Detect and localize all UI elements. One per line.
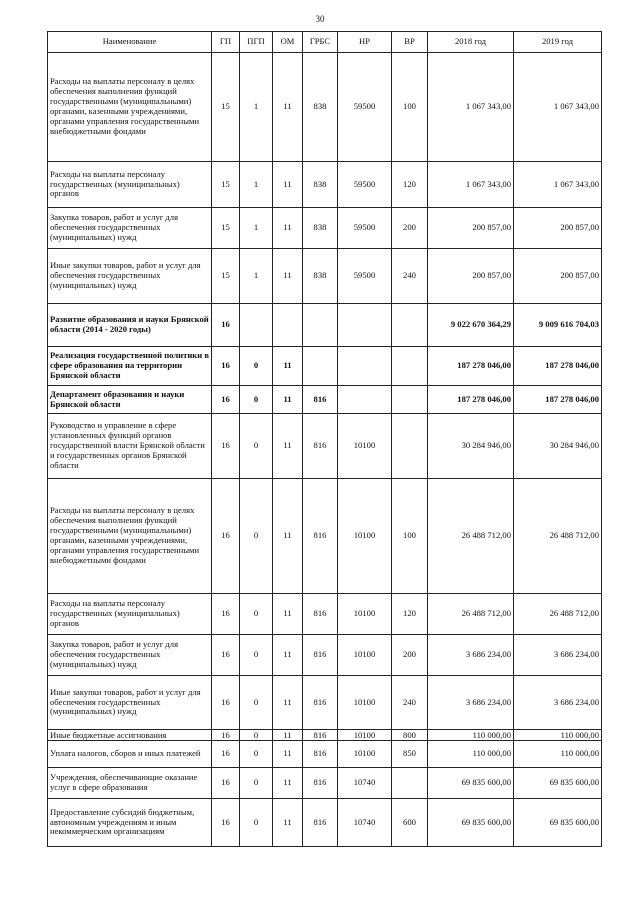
row-2018: 1 067 343,00 [428, 53, 514, 162]
row-vr: 100 [392, 53, 428, 162]
row-grbs: 816 [303, 594, 338, 635]
row-om: 11 [273, 768, 303, 799]
row-gp: 16 [212, 414, 240, 479]
row-2019: 26 488 712,00 [514, 479, 602, 594]
row-nr: 10100 [338, 594, 392, 635]
table-row [48, 635, 602, 676]
row-name: Закупка товаров, работ и услуг для обеспечения государственных (муниципальных) нужд [48, 208, 212, 249]
row-2019: 1 067 343,00 [514, 53, 602, 162]
row-pgp: 0 [240, 768, 273, 799]
row-om: 11 [273, 730, 303, 741]
row-vr: 120 [392, 162, 428, 208]
header-pgp: ПГП [240, 32, 273, 53]
row-vr: 200 [392, 635, 428, 676]
row-nr [338, 386, 392, 414]
header-gp: ГП [212, 32, 240, 53]
table-row [48, 768, 602, 799]
row-pgp: 0 [240, 594, 273, 635]
row-gp: 16 [212, 676, 240, 730]
row-nr: 10100 [338, 741, 392, 768]
header-2019: 2019 год [514, 32, 602, 53]
table-row [48, 162, 602, 208]
row-gp: 15 [212, 208, 240, 249]
row-om: 11 [273, 741, 303, 768]
row-nr: 10740 [338, 799, 392, 847]
table-row [48, 208, 602, 249]
row-2018: 3 686 234,00 [428, 676, 514, 730]
row-grbs: 816 [303, 741, 338, 768]
row-2019: 187 278 046,00 [514, 347, 602, 386]
row-pgp: 0 [240, 386, 273, 414]
row-name: Учреждения, обеспечивающие оказание услуг в сфере образования [48, 768, 212, 799]
row-2019: 26 488 712,00 [514, 594, 602, 635]
row-grbs: 816 [303, 730, 338, 741]
row-name: Иные бюджетные ассигнования [48, 730, 212, 741]
row-name: Уплата налогов, сборов и иных платежей [48, 741, 212, 768]
row-vr: 800 [392, 730, 428, 741]
row-om: 11 [273, 162, 303, 208]
table-row [48, 249, 602, 304]
row-om: 11 [273, 53, 303, 162]
row-2019: 3 686 234,00 [514, 676, 602, 730]
row-grbs: 816 [303, 635, 338, 676]
row-2018: 9 022 670 364,29 [428, 304, 514, 347]
row-2018: 200 857,00 [428, 208, 514, 249]
row-2019: 200 857,00 [514, 249, 602, 304]
row-gp: 16 [212, 304, 240, 347]
table-row [48, 730, 602, 741]
row-grbs: 816 [303, 479, 338, 594]
table-row [48, 53, 602, 162]
row-grbs: 816 [303, 799, 338, 847]
row-2019: 69 835 600,00 [514, 799, 602, 847]
header-name: Наименование [48, 32, 212, 53]
row-2018: 69 835 600,00 [428, 799, 514, 847]
header-grbs: ГРБС [303, 32, 338, 53]
row-pgp: 0 [240, 479, 273, 594]
row-pgp: 0 [240, 414, 273, 479]
row-pgp: 0 [240, 635, 273, 676]
row-om: 11 [273, 208, 303, 249]
header-om: ОМ [273, 32, 303, 53]
row-grbs: 816 [303, 768, 338, 799]
row-grbs: 838 [303, 162, 338, 208]
row-vr: 100 [392, 479, 428, 594]
row-nr [338, 304, 392, 347]
row-2018: 110 000,00 [428, 730, 514, 741]
row-2018: 110 000,00 [428, 741, 514, 768]
row-nr: 10100 [338, 730, 392, 741]
table-row [48, 386, 602, 414]
row-nr: 59500 [338, 53, 392, 162]
row-2018: 26 488 712,00 [428, 594, 514, 635]
row-pgp: 0 [240, 676, 273, 730]
row-om: 11 [273, 799, 303, 847]
row-om: 11 [273, 635, 303, 676]
row-vr: 600 [392, 799, 428, 847]
row-name: Департамент образования и науки Брянской области [48, 386, 212, 414]
row-om: 11 [273, 414, 303, 479]
row-gp: 16 [212, 799, 240, 847]
row-pgp: 0 [240, 730, 273, 741]
row-nr: 10100 [338, 635, 392, 676]
row-grbs: 838 [303, 249, 338, 304]
table-row [48, 594, 602, 635]
row-vr [392, 386, 428, 414]
page-number: 30 [315, 14, 325, 24]
budget-table [47, 31, 602, 847]
row-name: Развитие образования и науки Брянской области (2014 - 2020 годы) [48, 304, 212, 347]
table-row [48, 676, 602, 730]
row-om: 11 [273, 676, 303, 730]
row-nr: 10100 [338, 479, 392, 594]
row-vr [392, 304, 428, 347]
row-vr [392, 768, 428, 799]
row-name: Расходы на выплаты персоналу в целях обеспечения выполнения функций государственными (муниципальными) органами, казенными учреждениями, органами управления государственными внебюджетными фондами [48, 479, 212, 594]
row-pgp: 0 [240, 347, 273, 386]
row-grbs: 816 [303, 414, 338, 479]
row-2019: 30 284 946,00 [514, 414, 602, 479]
row-vr: 850 [392, 741, 428, 768]
row-name: Предоставление субсидий бюджетным, автономным учреждениям и иным некоммерческим организациям [48, 799, 212, 847]
header-nr: НР [338, 32, 392, 53]
row-vr [392, 347, 428, 386]
row-vr: 240 [392, 249, 428, 304]
row-gp: 16 [212, 347, 240, 386]
row-gp: 16 [212, 635, 240, 676]
row-2019: 200 857,00 [514, 208, 602, 249]
row-2019: 69 835 600,00 [514, 768, 602, 799]
row-pgp: 0 [240, 799, 273, 847]
row-pgp: 1 [240, 208, 273, 249]
row-2018: 3 686 234,00 [428, 635, 514, 676]
row-pgp: 0 [240, 741, 273, 768]
row-name: Закупка товаров, работ и услуг для обеспечения государственных (муниципальных) нужд [48, 635, 212, 676]
row-gp: 15 [212, 249, 240, 304]
row-name: Расходы на выплаты персоналу в целях обеспечения выполнения функций государственными (муниципальными) органами, казенными учреждениями, органами управления государственными внебюджетными фондами [48, 53, 212, 162]
row-2019: 110 000,00 [514, 741, 602, 768]
row-grbs [303, 347, 338, 386]
header-vr: ВР [392, 32, 428, 53]
row-2019: 3 686 234,00 [514, 635, 602, 676]
row-2019: 1 067 343,00 [514, 162, 602, 208]
row-vr [392, 414, 428, 479]
row-grbs: 838 [303, 53, 338, 162]
row-om: 11 [273, 479, 303, 594]
header-2018: 2018 год [428, 32, 514, 53]
table-header-row [48, 32, 602, 53]
row-gp: 16 [212, 741, 240, 768]
row-2018: 69 835 600,00 [428, 768, 514, 799]
row-gp: 16 [212, 594, 240, 635]
row-om: 11 [273, 594, 303, 635]
row-om: 11 [273, 386, 303, 414]
row-2018: 187 278 046,00 [428, 347, 514, 386]
row-nr: 10100 [338, 414, 392, 479]
row-name: Иные закупки товаров, работ и услуг для обеспечения государственных (муниципальных) нужд [48, 676, 212, 730]
row-gp: 16 [212, 386, 240, 414]
row-name: Реализация государственной политики в сфере образования на территории Брянской области [48, 347, 212, 386]
table-row [48, 799, 602, 847]
row-vr: 240 [392, 676, 428, 730]
row-gp: 15 [212, 162, 240, 208]
row-2019: 110 000,00 [514, 730, 602, 741]
row-nr: 10100 [338, 676, 392, 730]
row-pgp: 1 [240, 249, 273, 304]
row-grbs [303, 304, 338, 347]
row-gp: 16 [212, 768, 240, 799]
row-pgp [240, 304, 273, 347]
table-row [48, 414, 602, 479]
row-om [273, 304, 303, 347]
row-grbs: 816 [303, 676, 338, 730]
row-nr: 59500 [338, 162, 392, 208]
row-2019: 9 009 616 704,03 [514, 304, 602, 347]
row-name: Расходы на выплаты персоналу государственных (муниципальных) органов [48, 162, 212, 208]
row-gp: 16 [212, 730, 240, 741]
table-row [48, 304, 602, 347]
row-nr [338, 347, 392, 386]
table-row [48, 479, 602, 594]
row-name: Иные закупки товаров, работ и услуг для обеспечения государственных (муниципальных) нужд [48, 249, 212, 304]
row-gp: 16 [212, 479, 240, 594]
row-pgp: 1 [240, 53, 273, 162]
row-om: 11 [273, 347, 303, 386]
row-nr: 10740 [338, 768, 392, 799]
row-gp: 15 [212, 53, 240, 162]
row-name: Руководство и управление в сфере установленных функций органов государственной власти Брянской области и государственных органов Брянской области [48, 414, 212, 479]
row-nr: 59500 [338, 249, 392, 304]
row-grbs: 838 [303, 208, 338, 249]
row-2018: 30 284 946,00 [428, 414, 514, 479]
row-2018: 200 857,00 [428, 249, 514, 304]
row-om: 11 [273, 249, 303, 304]
row-2019: 187 278 046,00 [514, 386, 602, 414]
row-grbs: 816 [303, 386, 338, 414]
row-2018: 26 488 712,00 [428, 479, 514, 594]
row-nr: 59500 [338, 208, 392, 249]
row-pgp: 1 [240, 162, 273, 208]
row-2018: 187 278 046,00 [428, 386, 514, 414]
table-row [48, 741, 602, 768]
row-vr: 120 [392, 594, 428, 635]
row-name: Расходы на выплаты персоналу государственных (муниципальных) органов [48, 594, 212, 635]
row-2018: 1 067 343,00 [428, 162, 514, 208]
table-row [48, 347, 602, 386]
row-vr: 200 [392, 208, 428, 249]
